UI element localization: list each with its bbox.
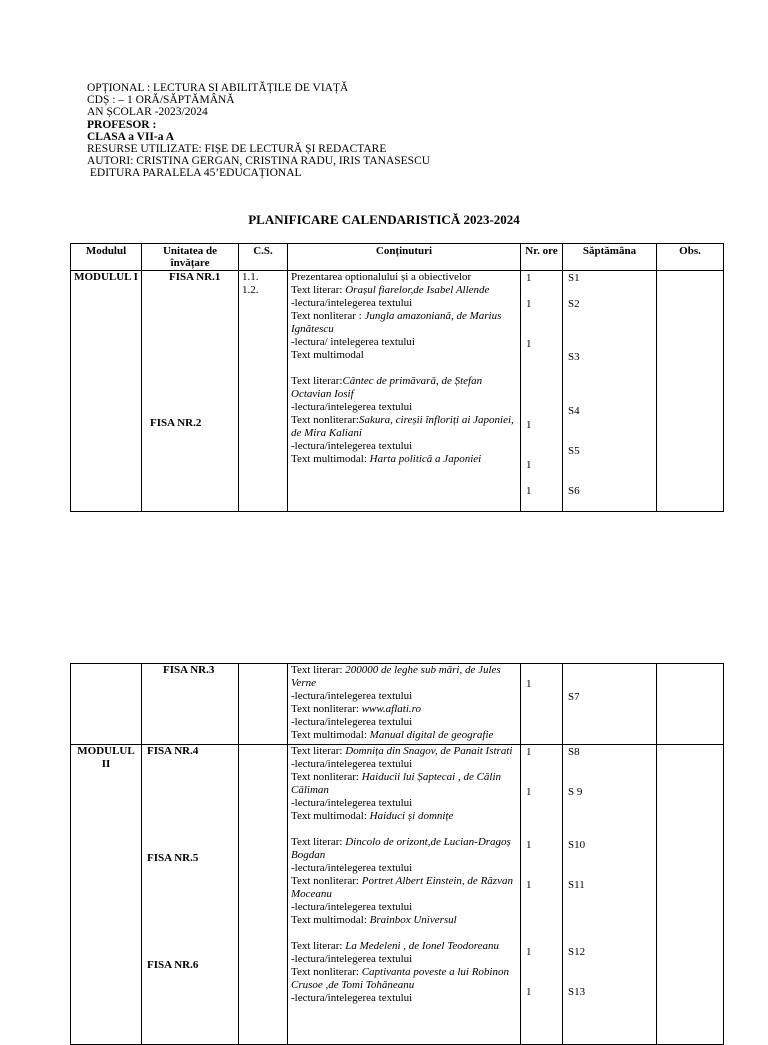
content-spacer	[291, 362, 517, 375]
unit-label: FISA NR.4	[147, 745, 199, 757]
document-title: PLANIFICARE CALENDARISTICĂ 2023-2024	[248, 212, 520, 227]
content-line: Text literar: Orașul fiarelor,de Isabel Allende	[291, 284, 490, 296]
content-line: -lectura/intelegerea textului	[291, 401, 413, 413]
hours-value: 1	[526, 678, 532, 690]
week-value: S3	[568, 351, 580, 363]
module-cell: MODULUL II	[71, 745, 142, 1045]
content-line: Text nonliterar: Haiducii lui Șaptecai , de Călin Căliman	[291, 771, 502, 796]
header-line-class: CLASA a VII-a A	[87, 130, 175, 143]
column-header-content: Conținuturi	[288, 244, 521, 271]
content-line: Text literar: 200000 de leghe sub mări, de Jules Verne	[291, 664, 501, 689]
column-header-obs: Obs.	[657, 244, 724, 271]
hours-value: 1	[526, 786, 532, 798]
content-line: -lectura/intelegerea textului	[291, 690, 413, 702]
hours-cell	[521, 271, 563, 512]
hours-value: 1	[526, 338, 532, 350]
module-cell	[71, 664, 142, 745]
content-cell	[288, 745, 521, 1045]
hours-value: 1	[526, 485, 532, 497]
column-header-module: Modulul	[71, 244, 142, 271]
unit-label: FISA NR.6	[147, 959, 199, 971]
week-cell	[563, 271, 657, 512]
obs-cell	[657, 664, 724, 745]
column-header-unit: Unitatea de învățare	[142, 244, 239, 271]
document-header	[87, 82, 430, 180]
content-line: -lectura/intelegerea textului	[291, 440, 413, 452]
week-value: S12	[568, 946, 586, 958]
module-cell: MODULUL I	[71, 271, 142, 512]
hours-value: 1	[526, 298, 532, 310]
header-line-resources: RESURSE UTILIZATE: FIȘE DE LECTURĂ ȘI REDACTARE	[87, 143, 387, 156]
content-line: Text nonliterar: Captivanta poveste a lui Robinon Crusoe ,de Tomi Tohăneanu	[291, 966, 509, 991]
table-row	[71, 271, 724, 512]
week-value: S1	[568, 272, 580, 284]
content-line: Text multimodal: Harta politică a Japoniei	[291, 453, 482, 465]
content-line: Text multimodal: Manual digital de geografie	[291, 729, 494, 741]
column-header-hours: Nr. ore	[521, 244, 563, 271]
unit-cell	[142, 664, 239, 745]
content-line: -lectura/intelegerea textului	[291, 862, 413, 874]
unit-label: FISA NR.3	[163, 664, 215, 676]
content-line: Prezentarea optionalului și a obiectivelor	[291, 271, 472, 283]
content-line: -lectura/intelegerea textului	[291, 716, 413, 728]
content-line: -lectura/intelegerea textului	[291, 901, 413, 913]
content-line: Text nonliterar:Sakura, cireșii înfloriți ai Japoniei, de Mira Kaliani	[291, 414, 514, 439]
hours-value: 1	[526, 419, 532, 431]
content-line: Text nonliterar: Portret Albert Einstein, de Răzvan Moceanu	[291, 875, 513, 900]
content-line: Text multimodal: Haiduci și domnițe	[291, 810, 454, 822]
hours-cell	[521, 745, 563, 1045]
cs-value: 1.1.	[242, 271, 259, 283]
unit-cell	[142, 271, 239, 512]
cs-cell	[239, 271, 288, 512]
week-value: S 9	[568, 786, 583, 798]
week-value: S7	[568, 691, 580, 703]
week-value: S8	[568, 746, 580, 758]
hours-value: 1	[526, 986, 532, 998]
week-value: S6	[568, 485, 580, 497]
week-cell	[563, 664, 657, 745]
header-line-school-year: AN ȘCOLAR -2023/2024	[87, 106, 208, 119]
week-value: S5	[568, 445, 580, 457]
header-line-teacher: PROFESOR :	[87, 118, 157, 131]
hours-value: 1	[526, 746, 532, 758]
content-line: Text literar: La Medeleni , de Ionel Teodoreanu	[291, 940, 499, 952]
hours-cell	[521, 664, 563, 745]
week-value: S11	[568, 879, 585, 891]
content-line: -lectura/intelegerea textului	[291, 297, 413, 309]
obs-cell	[657, 271, 724, 512]
header-line-cds: CDȘ : – 1 ORĂ/SĂPTĂMÂNĂ	[87, 94, 235, 107]
cs-value: 1.2.	[242, 284, 259, 296]
hours-value: 1	[526, 839, 532, 851]
week-value: S13	[568, 986, 586, 998]
unit-label: FISA NR.2	[150, 417, 202, 429]
content-line: Text nonliterar : Jungla amazoniană, de Marius Ignătescu	[291, 310, 502, 335]
content-line: -lectura/intelegerea textului	[291, 992, 413, 1004]
content-spacer	[291, 927, 517, 940]
unit-label: FISA NR.5	[147, 852, 199, 864]
unit-label: FISA NR.1	[169, 271, 221, 283]
content-line: -lectura/intelegerea textului	[291, 953, 413, 965]
hours-value: 1	[526, 459, 532, 471]
hours-value: 1	[526, 879, 532, 891]
obs-cell	[657, 745, 724, 1045]
content-line: -lectura/ intelegerea textului	[291, 336, 415, 348]
content-line: -lectura/intelegerea textului	[291, 758, 413, 770]
content-line: Text multimodal: Brainbox Universul	[291, 914, 457, 926]
cs-cell	[239, 664, 288, 745]
content-spacer	[291, 823, 517, 836]
hours-value: 1	[526, 946, 532, 958]
content-line: Text nonliterar: www.aflati.ro	[291, 703, 422, 715]
table-header-row	[71, 244, 724, 271]
planning-table-module-two	[70, 663, 724, 1045]
cs-cell	[239, 745, 288, 1045]
content-line: -lectura/intelegerea textului	[291, 797, 413, 809]
column-header-cs: C.S.	[239, 244, 288, 271]
content-line: Text literar: Domnița din Snagov, de Panait Istrati	[291, 745, 513, 757]
content-cell	[288, 664, 521, 745]
hours-value: 1	[526, 272, 532, 284]
unit-cell	[142, 745, 239, 1045]
content-cell	[288, 271, 521, 512]
column-header-week: Săptămâna	[563, 244, 657, 271]
week-value: S2	[568, 298, 580, 310]
content-line: Text literar:Cântec de primăvară, de Ștefan Octavian Iosif	[291, 375, 483, 400]
table-row	[71, 745, 724, 1045]
table-row	[71, 664, 724, 745]
header-line-optional: OPȚIONAL : LECTURA SI ABILITĂȚILE DE VIAȚĂ	[87, 82, 349, 94]
week-value: S4	[568, 405, 580, 417]
week-value: S10	[568, 839, 586, 851]
header-line-authors: AUTORI: CRISTINA GERGAN, CRISTINA RADU, IRIS TANASESCU	[87, 155, 431, 168]
content-line: Text literar: Dincolo de orizont,de Lucian-Dragoș Bogdan	[291, 836, 511, 861]
week-cell	[563, 745, 657, 1045]
planning-table-module-one	[70, 243, 724, 512]
content-line: Text multimodal	[291, 349, 364, 361]
header-line-publisher: EDITURA PARALELA 45’EDUCAȚIONAL	[87, 167, 302, 180]
